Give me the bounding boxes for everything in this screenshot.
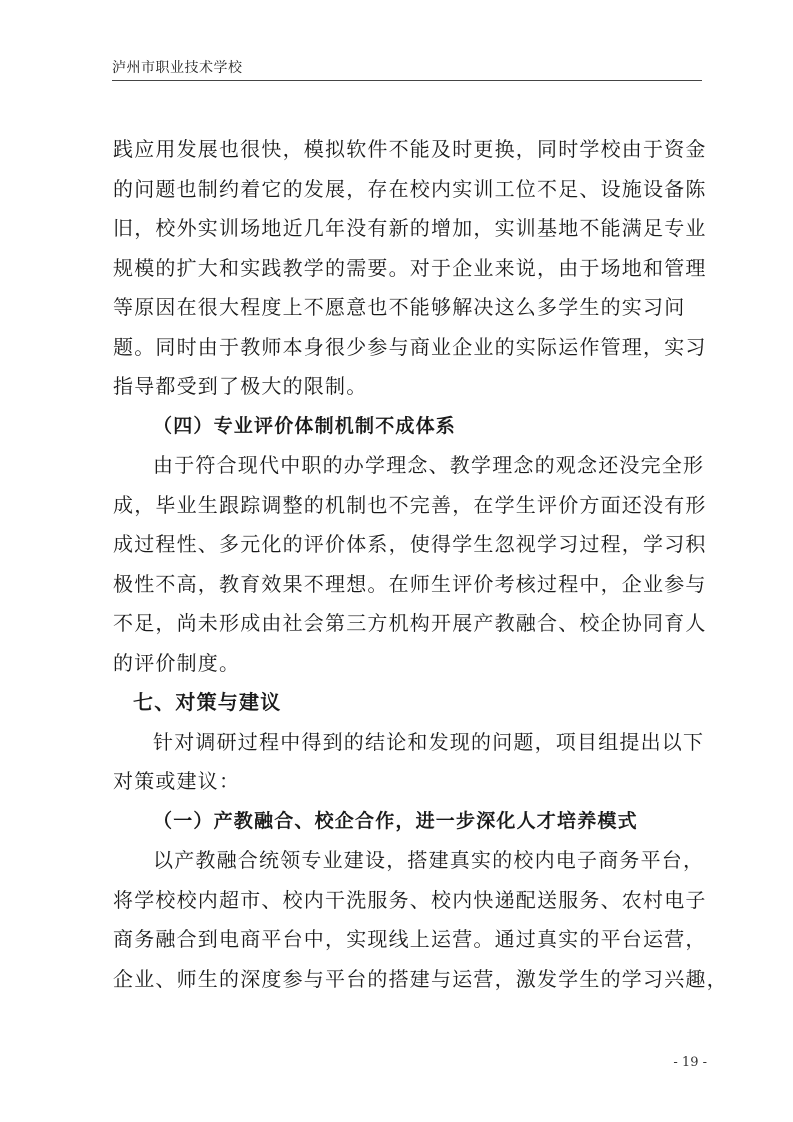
- paragraph-line: 对策或建议：: [113, 769, 241, 793]
- paragraph-line: 将学校校内超市、校内干洗服务、校内快递配送服务、农村电子: [113, 887, 707, 912]
- document-body: [113, 130, 728, 999]
- paragraph-line: 规模的扩大和实践教学的需要。对于企业来说，由于场地和管理: [113, 255, 707, 280]
- paragraph-line: 旧，校外实训场地近几年没有新的增加，实训基地不能满足专业: [113, 216, 707, 240]
- paragraph-line: 以产教融合统领专业建设，搭建真实的校内电子商务平台，: [153, 848, 705, 872]
- paragraph-line: 由于符合现代中职的办学理念、教学理念的观念还没完全形: [153, 453, 705, 477]
- paragraph-line: 商务融合到电商平台中，实现线上运营。通过真实的平台运营，: [113, 927, 707, 951]
- subsection-heading: （一）产教融合、校企合作，进一步深化人才培养模式: [153, 809, 638, 832]
- section-heading: 七、对策与建议: [133, 690, 282, 714]
- subsection-heading: （四）专业评价体制机制不成体系: [153, 414, 457, 437]
- paragraph-line: 成，毕业生跟踪调整的机制也不完善，在学生评价方面还没有形: [113, 492, 707, 517]
- paragraph-line: 成过程性、多元化的评价体系，使得学生忽视学习过程，学习积: [113, 532, 707, 556]
- paragraph-line: 等原因在很大程度上不愿意也不能够解决这么多学生的实习问: [113, 295, 686, 319]
- paragraph-line: 的问题也制约着它的发展，存在校内实训工位不足、设施设备陈: [113, 176, 707, 201]
- page-header: [112, 60, 702, 81]
- paragraph-line: 极性不高，教育效果不理想。在师生评价考核过程中，企业参与: [113, 571, 707, 596]
- paragraph-line: 题。同时由于教师本身很少参与商业企业的实际运作管理，实习: [113, 334, 707, 359]
- page-number: - 19 -: [673, 1055, 707, 1070]
- paragraph-line: 指导都受到了极大的限制。: [113, 374, 368, 398]
- paragraph-line: 企业、师生的深度参与平台的搭建与运营，激发学生的学习兴趣，: [113, 966, 728, 991]
- paragraph-line: 针对调研过程中得到的结论和发现的问题，项目组提出以下: [153, 729, 705, 754]
- header-title: 泸州市职业技术学校: [112, 60, 243, 76]
- paragraph-line: 不足，尚未形成由社会第三方机构开展产教融合、校企协同育人: [113, 611, 707, 635]
- paragraph-line: 的评价制度。: [113, 650, 241, 675]
- paragraph-line: 践应用发展也很快，模拟软件不能及时更换，同时学校由于资金: [113, 137, 707, 161]
